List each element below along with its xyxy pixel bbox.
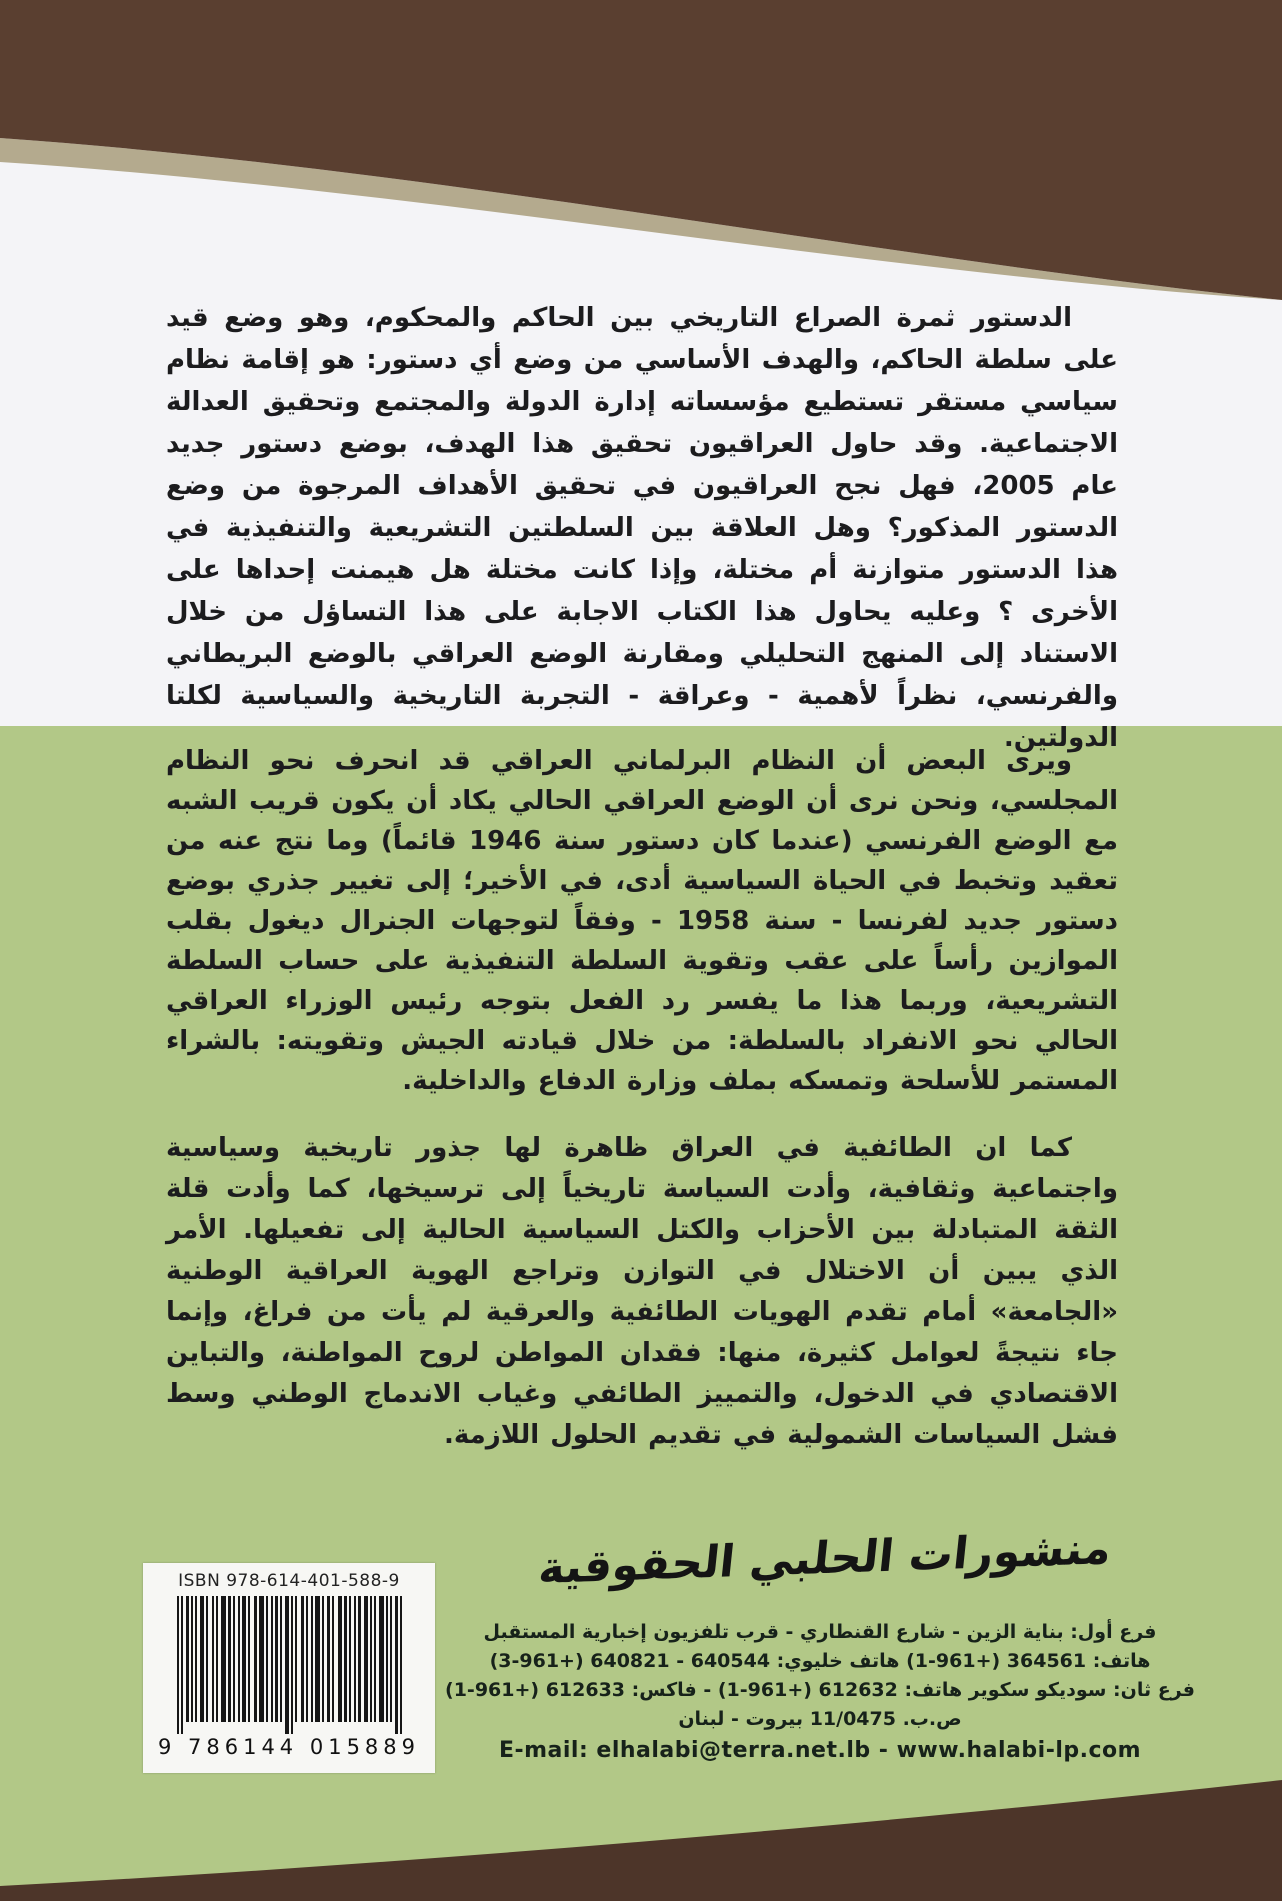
barcode-bar xyxy=(295,1596,297,1722)
barcode-bar xyxy=(259,1596,264,1722)
synopsis-paragraph-1: الدستور ثمرة الصراع التاريخي بين الحاكم والمحكوم، وهو وضع قيد على سلطة الحاكم، والهدف الأساسي من وضع أي دستور: هو إقامة نظام سياسي مستقر تستطيع مؤسساته إدارة الدولة والمجتمع وتحقيق العدالة الاجتماعية. وقد حاول العراقيون تحقيق هذا الهدف، بوضع دستور جديد عام 2005، فهل نجح العراقيون في تحقيق الأهداف المرجوة من وضع الدستور المذكور؟ وهل العلاقة بين السلطتين التشريعية والتنفيذية في هذا الدستور متوازنة أم مختلة، وإذا كانت مختلة هل هيمنت إحداها على الأخرى ؟ وعليه يحاول هذا الكتاب الاجابة على هذا التساؤل من خلال الاستناد إلى المنهج التحليلي ومقارنة الوضع العراقي بالوضع البريطاني والفرنسي، نظراً لأهمية - وعراقة - التجربة التاريخية والسياسية لكلتا الدولتين. xyxy=(166,303,1118,753)
barcode-bar xyxy=(206,1596,208,1722)
barcode-bar xyxy=(327,1596,330,1722)
barcode-bar xyxy=(275,1596,278,1722)
barcode-bar xyxy=(395,1596,398,1734)
barcode-bar xyxy=(379,1596,384,1722)
barcode-bar xyxy=(212,1596,214,1722)
barcode-bar xyxy=(291,1596,293,1734)
barcode-bar xyxy=(301,1596,304,1722)
barcode-bar xyxy=(322,1596,324,1722)
barcode-bar xyxy=(195,1596,197,1722)
barcode-bar xyxy=(248,1596,250,1722)
isbn-digits: 9 786144 015889 xyxy=(157,1735,421,1759)
synopsis-paragraph-2: ويرى البعض أن النظام البرلماني العراقي قد انحرف نحو النظام المجلسي، ونحن نرى أن الوضع العراقي الحالي يكاد أن يكون قريب الشبه مع الوضع الفرنسي (عندما كان دستور سنة 1946 قائماً) وما نتج عنه من تعقيد وتخبط في الحياة السياسية أدى، في الأخير؛ إلى تغيير جذري بوضع دستور جديد لفرنسا - سنة 1958 - وفقاً لتوجهات الجنرال ديغول بقلب الموازين رأساً على عقب وتقوية السلطة التنفيذية على حساب السلطة التشريعية، وربما هذا ما يفسر رد الفعل بتوجه رئيس الوزراء العراقي الحالي نحو الانفراد بالسلطة: من خلال قيادته الجيش وتقويته: بالشراء المستمر للأسلحة وتمسكه بملف وزارة الدفاع والداخلية. xyxy=(166,746,1118,1096)
barcode-bar xyxy=(233,1596,235,1722)
barcode-bar xyxy=(238,1596,240,1722)
barcode-bar xyxy=(386,1596,388,1722)
barcode-bar xyxy=(344,1596,347,1722)
barcode-bar xyxy=(332,1596,334,1722)
barcode-bar xyxy=(338,1596,342,1722)
barcode-bar xyxy=(242,1596,246,1722)
isbn-label: ISBN 978-614-401-588-9 xyxy=(178,1571,400,1591)
barcode-bar xyxy=(400,1596,402,1734)
synopsis-paragraph-3: كما ان الطائفية في العراق ظاهرة لها جذور تاريخية وسياسية واجتماعية وثقافية، وأدت السياسة تاريخياً إلى ترسيخها، كما وأدت قلة الثقة المتبادلة بين الأحزاب والكتل السياسية الحالية إلى تفعيلها. الأمر الذي يبين أن الاختلال في التوازن وتراجع الهوية العراقية الوطنية «الجامعة» أمام تقدم الهويات الطائفية والعرقية لم يأت من فراغ، وإنما جاء نتيجةً لعوامل كثيرة، منها: فقدان المواطن لروح المواطنة، والتباين الاقتصادي في الدخول، والتمييز الطائفي وغياب الاندماج الوطني وسط فشل السياسات الشمولية في تقديم الحلول اللازمة. xyxy=(166,1133,1118,1450)
barcode-bar xyxy=(271,1596,273,1722)
barcode-bar xyxy=(254,1596,257,1722)
barcode-bar xyxy=(200,1596,204,1722)
barcode-bar xyxy=(221,1596,226,1722)
barcode-bar xyxy=(280,1596,282,1722)
barcode-bar xyxy=(364,1596,368,1722)
barcode-bar xyxy=(306,1596,308,1722)
contact-line-branch-2: فرع ثان: سوديكو سكوير هاتف: 612632 (+961-1) - فاكس: 612633 (+961-1) xyxy=(445,1679,1195,1701)
contact-line-pobox: ص.ب. 11/0475 بيروت - لبنان xyxy=(678,1708,962,1730)
barcode-bar xyxy=(228,1596,231,1722)
top-brown-band xyxy=(0,0,1282,300)
barcode-bar xyxy=(191,1596,193,1722)
barcode-bar xyxy=(216,1596,218,1722)
barcode-bar xyxy=(177,1596,179,1734)
barcode-bar xyxy=(311,1596,313,1722)
contact-line-phone: هاتف: 364561 (+961-1) هاتف خليوي: 640544 - 640821 (+961-3) xyxy=(489,1650,1151,1672)
contact-line-branch-1: فرع أول: بناية الزين - شارع القنطاري - قرب تلفزيون إخبارية المستقبل xyxy=(483,1621,1157,1643)
barcode-bars-icon xyxy=(177,1596,402,1734)
barcode-bar xyxy=(358,1596,361,1722)
publisher-contact-block xyxy=(420,1618,1220,1766)
barcode-bar xyxy=(370,1596,372,1722)
barcode-bar xyxy=(374,1596,376,1722)
contact-line-email-website: E-mail: elhalabi@terra.net.lb - www.halabi-lp.com xyxy=(498,1738,1142,1763)
barcode-bar xyxy=(285,1596,289,1734)
barcode-bar xyxy=(315,1596,320,1722)
isbn-barcode-box xyxy=(143,1563,435,1773)
barcode-bar xyxy=(390,1596,392,1722)
barcode-bar xyxy=(266,1596,268,1722)
barcode-bar xyxy=(186,1596,189,1722)
barcode-bar xyxy=(354,1596,356,1722)
barcode-bar xyxy=(181,1596,183,1734)
publisher-logo-calligraphy: منشورات الحلبي الحقوقية xyxy=(536,1522,1114,1595)
barcode-bar xyxy=(349,1596,351,1722)
